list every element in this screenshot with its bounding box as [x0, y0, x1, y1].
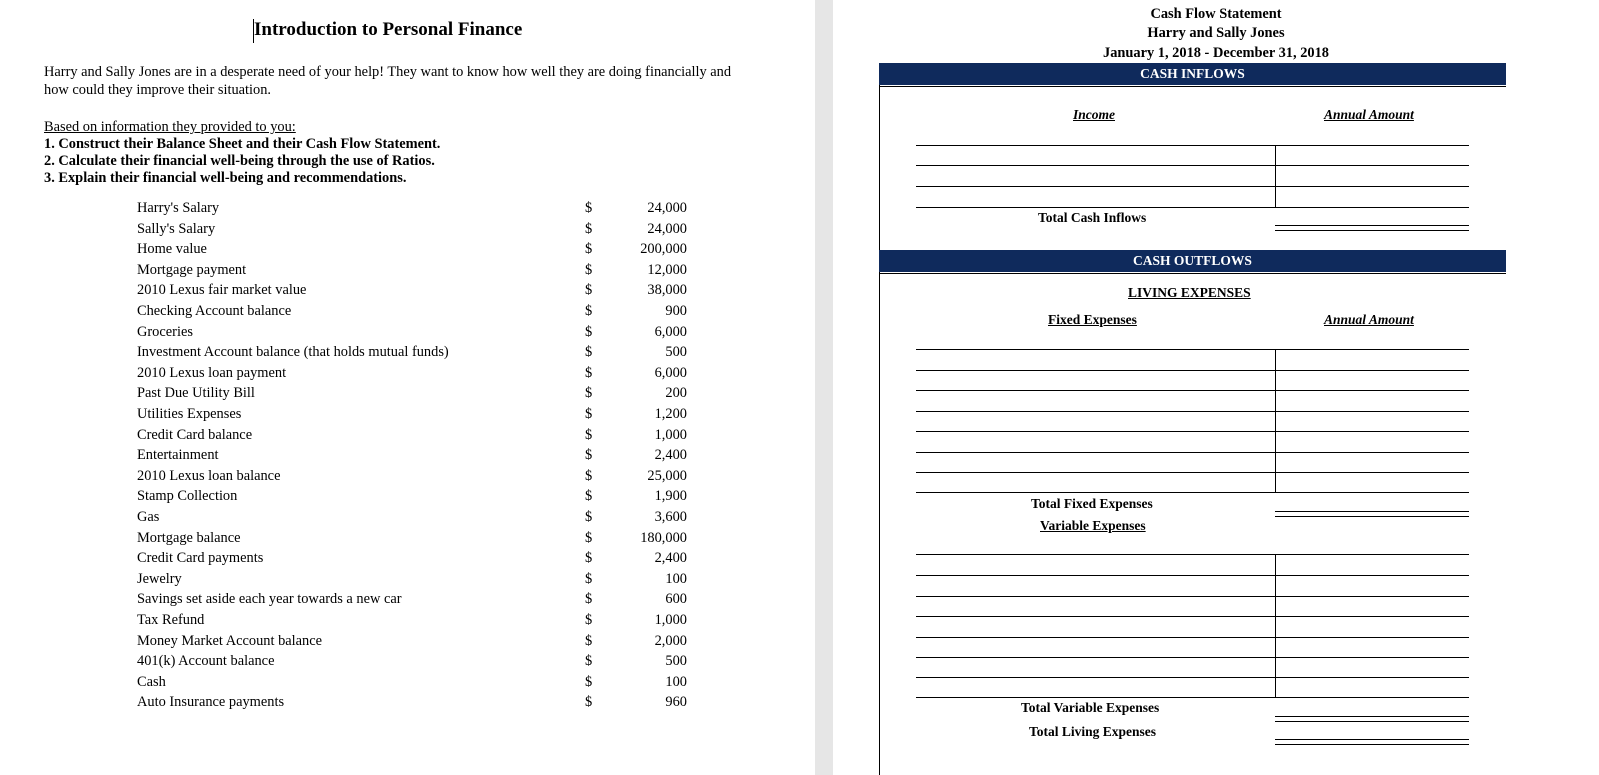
entry-line — [916, 492, 1469, 493]
financial-item-row — [137, 241, 687, 262]
currency-symbol: $ — [585, 694, 593, 711]
entry-line — [916, 431, 1469, 432]
item-amount: 2,000 — [654, 632, 687, 649]
item-amount: 25,000 — [647, 467, 687, 484]
item-amount: 100 — [665, 673, 687, 690]
financial-item-row — [137, 344, 687, 365]
task-3: 3. Explain their financial well-being and recommendations. — [44, 170, 407, 186]
item-label: Checking Account balance — [137, 303, 292, 319]
total-fixed-expenses-label: Total Fixed Expenses — [1031, 496, 1153, 511]
financial-item-row — [137, 221, 687, 242]
item-label: Stamp Collection — [137, 488, 238, 505]
item-amount: 1,000 — [654, 426, 687, 443]
item-label: Auto Insurance payments — [137, 694, 285, 711]
financial-item-row — [137, 262, 687, 283]
financial-item-row — [137, 200, 687, 221]
financial-item-row — [137, 509, 687, 530]
item-amount: 200 — [665, 385, 687, 402]
page-title: Introduction to Personal Finance — [254, 19, 523, 40]
financial-item-row — [137, 550, 687, 571]
item-label: Tax Refund — [137, 612, 205, 628]
total-variable-expenses-label: Total Variable Expenses — [1021, 700, 1160, 715]
item-label: Mortgage balance — [137, 529, 241, 546]
item-label: Credit Card payments — [137, 550, 264, 567]
currency-symbol: $ — [585, 570, 593, 587]
statement-names: Harry and Sally Jones — [1147, 25, 1285, 41]
currency-symbol: $ — [585, 426, 593, 443]
financial-item-row — [137, 282, 687, 303]
entry-line — [916, 554, 1469, 555]
item-amount: 500 — [665, 344, 687, 361]
task-1: 1. Construct their Balance Sheet and their Cash Flow Statement. — [44, 136, 441, 152]
currency-symbol: $ — [585, 467, 593, 484]
item-amount: 6,000 — [654, 364, 687, 381]
outflows-rule — [879, 273, 1506, 274]
entry-line — [916, 390, 1469, 391]
annual-amount-header-2: Annual Amount — [1324, 312, 1414, 327]
annual-amount-header: Annual Amount — [1324, 107, 1414, 122]
item-amount: 500 — [665, 653, 687, 670]
item-label: 2010 Lexus fair market value — [137, 282, 307, 299]
financial-item-row — [137, 365, 687, 386]
item-amount: 600 — [665, 591, 687, 608]
financial-item-row — [137, 303, 687, 324]
column-divider — [1275, 554, 1276, 697]
item-amount: 6,000 — [654, 323, 687, 340]
currency-symbol: $ — [585, 653, 593, 670]
page-gutter — [815, 0, 833, 775]
entry-line — [916, 677, 1469, 678]
entry-line — [916, 637, 1469, 638]
statement-title: Cash Flow Statement — [1150, 6, 1282, 22]
item-label: Gas — [137, 509, 160, 525]
financial-item-row — [137, 694, 687, 715]
currency-symbol: $ — [585, 282, 593, 299]
entry-line — [916, 596, 1469, 597]
item-label: Mortgage payment — [137, 261, 247, 278]
currency-symbol: $ — [585, 344, 593, 361]
item-amount: 180,000 — [640, 529, 687, 546]
item-amount: 2,400 — [654, 550, 687, 567]
total-living-expenses-label: Total Living Expenses — [1029, 724, 1157, 739]
item-label: 2010 Lexus loan balance — [137, 467, 281, 484]
currency-symbol: $ — [585, 612, 593, 628]
total-cash-inflows-label: Total Cash Inflows — [1038, 210, 1147, 225]
cash-outflows-bar: CASH OUTFLOWS — [879, 250, 1506, 272]
item-label: Jewelry — [137, 570, 182, 587]
item-amount: 2,400 — [654, 447, 687, 464]
item-amount: 1,000 — [654, 612, 687, 628]
currency-symbol: $ — [585, 364, 593, 381]
currency-symbol: $ — [585, 323, 593, 340]
income-column-header: Income — [1073, 107, 1115, 122]
item-label: Harry's Salary — [137, 200, 220, 216]
financial-item-row — [137, 427, 687, 448]
entry-line — [916, 370, 1469, 371]
living-expenses-header: LIVING EXPENSES — [1128, 285, 1251, 300]
column-divider — [1275, 349, 1276, 492]
entry-line — [916, 165, 1469, 166]
financial-item-row — [137, 324, 687, 345]
item-label: 2010 Lexus loan payment — [137, 364, 287, 381]
currency-symbol: $ — [585, 303, 593, 319]
entry-line — [916, 575, 1469, 576]
financial-item-row — [137, 447, 687, 468]
tasks-heading: Based on information they provided to you: — [44, 119, 296, 135]
currency-symbol: $ — [585, 385, 593, 402]
entry-line — [916, 657, 1469, 658]
item-label: Sally's Salary — [137, 220, 216, 237]
item-label: Home value — [137, 241, 207, 258]
intro-paragraph: Harry and Sally Jones are in a desperate need of your help! They want to know how well they are doing financially and how could they improve their situation. — [44, 64, 732, 98]
item-amount: 100 — [665, 570, 687, 587]
currency-symbol: $ — [585, 673, 593, 690]
financial-item-row — [137, 591, 687, 612]
cash-inflows-bar: CASH INFLOWS — [879, 63, 1506, 85]
financial-item-row — [137, 385, 687, 406]
currency-symbol: $ — [585, 220, 593, 237]
task-2: 2. Calculate their financial well-being through the use of Ratios. — [44, 153, 435, 169]
item-amount: 3,600 — [654, 509, 687, 525]
item-amount: 1,900 — [654, 488, 687, 505]
entry-line — [916, 616, 1469, 617]
financial-item-row — [137, 674, 687, 695]
cash-flow-page — [833, 0, 1599, 775]
entry-line — [916, 207, 1469, 208]
currency-symbol: $ — [585, 200, 593, 216]
total-double-rule — [1275, 716, 1469, 722]
total-double-rule — [1275, 225, 1469, 231]
item-label: Utilities Expenses — [137, 406, 242, 422]
item-label: Groceries — [137, 323, 193, 340]
currency-symbol: $ — [585, 509, 593, 525]
frame-left — [879, 63, 880, 775]
item-amount: 24,000 — [647, 200, 687, 216]
entry-line — [916, 411, 1469, 412]
currency-symbol: $ — [585, 488, 593, 505]
entry-line — [916, 472, 1469, 473]
financial-item-row — [137, 633, 687, 654]
currency-symbol: $ — [585, 261, 593, 278]
item-amount: 24,000 — [647, 220, 687, 237]
item-label: Money Market Account balance — [137, 632, 323, 649]
item-amount: 38,000 — [647, 282, 687, 299]
item-amount: 900 — [665, 303, 687, 319]
currency-symbol: $ — [585, 591, 593, 608]
item-amount: 960 — [665, 694, 687, 711]
item-label: Past Due Utility Bill — [137, 385, 255, 402]
item-label: Investment Account balance (that holds mutual funds) — [137, 344, 449, 361]
financial-item-row — [137, 530, 687, 551]
financial-item-row — [137, 612, 687, 633]
variable-expenses-header: Variable Expenses — [1040, 518, 1146, 533]
statement-period: January 1, 2018 - December 31, 2018 — [1103, 45, 1329, 61]
fixed-expenses-header: Fixed Expenses — [1048, 312, 1137, 327]
item-amount: 12,000 — [647, 261, 687, 278]
item-label: Entertainment — [137, 447, 219, 464]
financial-item-row — [137, 406, 687, 427]
currency-symbol: $ — [585, 632, 593, 649]
financial-item-row — [137, 653, 687, 674]
item-label: 401(k) Account balance — [137, 653, 275, 670]
currency-symbol: $ — [585, 406, 593, 422]
currency-symbol: $ — [585, 550, 593, 567]
entry-line — [916, 697, 1469, 698]
entry-line — [916, 349, 1469, 350]
financial-item-row — [137, 488, 687, 509]
total-double-rule — [1275, 739, 1469, 745]
column-divider — [1275, 145, 1276, 207]
entry-line — [916, 145, 1469, 146]
currency-symbol: $ — [585, 529, 593, 546]
currency-symbol: $ — [585, 447, 593, 464]
entry-line — [916, 452, 1469, 453]
entry-line — [916, 186, 1469, 187]
item-label: Savings set aside each year towards a new car — [137, 591, 402, 608]
item-amount: 1,200 — [654, 406, 687, 422]
total-double-rule — [1275, 511, 1469, 517]
inflows-rule — [879, 86, 1506, 87]
currency-symbol: $ — [585, 241, 593, 258]
financial-item-row — [137, 571, 687, 592]
financial-item-row — [137, 468, 687, 489]
item-label: Credit Card balance — [137, 426, 253, 443]
item-label: Cash — [137, 673, 166, 690]
item-amount: 200,000 — [640, 241, 687, 258]
